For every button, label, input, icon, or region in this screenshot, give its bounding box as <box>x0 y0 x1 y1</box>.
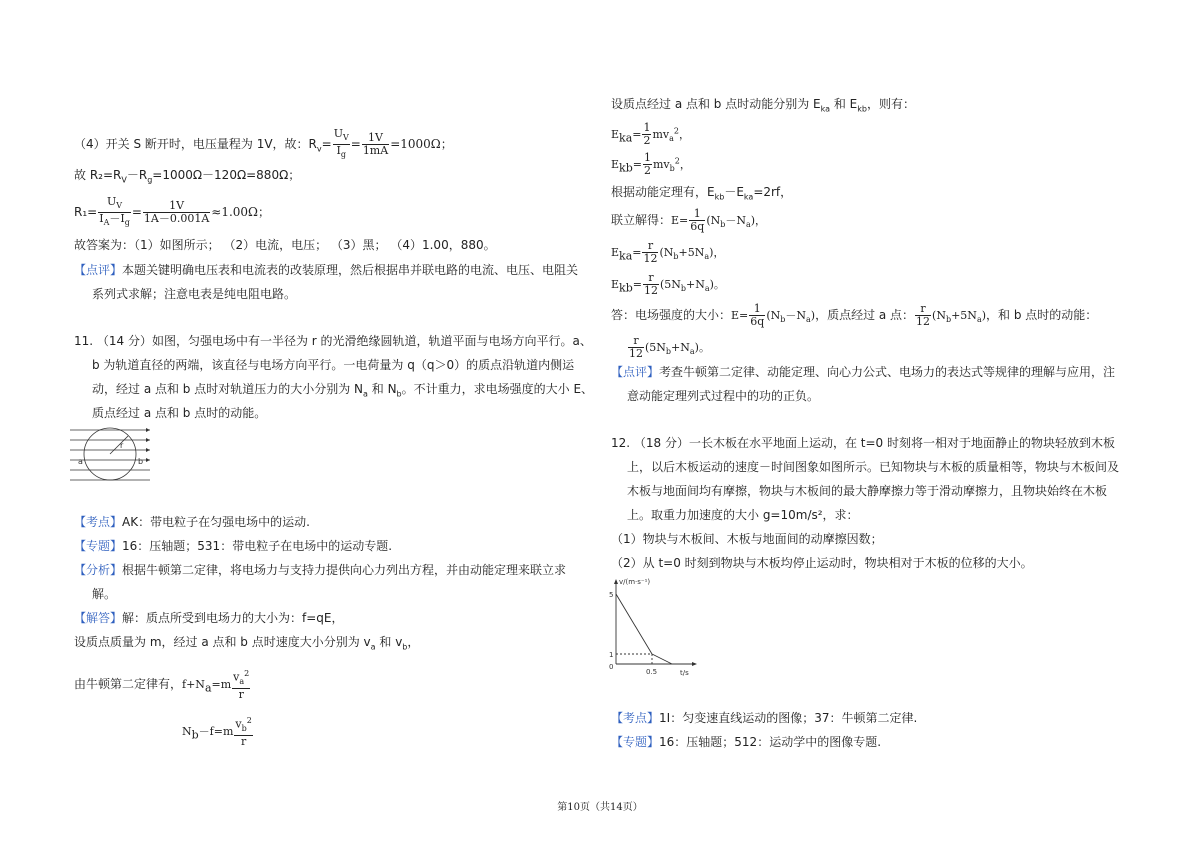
line-r06: $E_{ka}=$ $\frac{r}{12}$ $(N_b+5N_a)$， <box>611 239 725 265</box>
page-footer: 第10页（共14页） <box>557 802 643 813</box>
line-l07: 11. （14 分）如图，匀强电场中有一半径为 r 的光滑绝缘圆轨道，轨道平面与电场方向平行。a、 <box>74 334 592 348</box>
line-l01: （4）开关 S 断开时，电压量程为 1V，故：$R_v=$ $\frac{U_V}{I_g}$ = $\frac{1V}{1mA}$ =1000Ω； <box>74 127 453 160</box>
line-r01: 设质点经过 a 点和 b 点时动能分别为 $E_{ka}$ 和 $E_{kb}$，则有： <box>611 97 915 114</box>
line-r04: 根据动能定理有，$E_{kb}-E_{ka}=2rf$， <box>611 185 793 202</box>
svg-text:a: a <box>78 457 83 466</box>
line-l13: 【分析】根据牛顿第二定律，将电场力与支持力提供向心力列出方程，并由动能定理来联立求 <box>74 563 567 577</box>
line-r15: 上。取重力加速度的大小 g=10m/s²，求： <box>627 508 859 522</box>
line-l14: 解。 <box>92 587 117 601</box>
line-l08: b 为轨道直径的两端，该直径与电场方向平行。一电荷量为 q（q＞0）的质点沿轨道内侧运 <box>92 358 575 372</box>
line-r18: 【考点】1I：匀变速直线运动的图像；37：牛顿第二定律. <box>611 711 918 725</box>
line-r10: 【点评】考查牛顿第二定律、动能定理、向心力公式、电场力的表达式等规律的理解与应用，注 <box>611 365 1116 379</box>
line-l16: 设质点质量为 m，经过 a 点和 b 点时速度大小分别为 $v_a$ 和 $v_b$， <box>74 635 420 652</box>
graph-y1: 1 <box>609 651 614 659</box>
graph-ylabel: v/(m·s⁻¹) <box>619 578 651 586</box>
line-r09: $\frac{r}{12}$ $(5N_b+N_a)$。 <box>629 334 710 360</box>
field-circle-figure <box>70 424 154 488</box>
line-r19: 【专题】16：压轴题；512：运动学中的图像专题. <box>611 735 882 749</box>
line-r05: 联立解得：E= $\frac{1}{6q}$ $(N_b-N_a)$， <box>611 207 767 233</box>
graph-xlabel: t/s <box>680 669 689 677</box>
line-r16: （1）物块与木板间、木板与地面间的动摩擦因数； <box>611 532 883 546</box>
line-l18: $N_b-f=m$ $\frac{v_b^2}{r}$ <box>182 716 252 748</box>
line-r02: $E_{ka}=$ $\frac{1}{2}$ $mv_a^2$， <box>611 121 691 147</box>
line-r13: 上，以后木板运动的速度－时间图象如图所示。已知物块与木板的质量相等，物块与木板间及 <box>627 460 1120 474</box>
line-r11: 意动能定理列式过程中的功的正负。 <box>627 389 820 403</box>
line-l02: 故 $R_2=R_V-R_g=1000\Omega-120\Omega=880\Omega$； <box>74 168 301 185</box>
line-l17: 由牛顿第二定律有，$f+N_a=m$ $\frac{v_a^2}{r}$ <box>74 669 250 701</box>
line-l06: 系列式求解；注意电表是纯电阻电路。 <box>92 287 297 301</box>
graph-x05: 0.5 <box>646 668 658 676</box>
graph-origin: 0 <box>609 663 614 671</box>
line-l09: 动，经过 a 点和 b 点时对轨道压力的大小分别为 $N_a$ 和 $N_b$。不计重力，求电场强度的大小 E、 <box>92 382 594 399</box>
svg-text:r: r <box>120 441 124 450</box>
graph-y5: 5 <box>609 591 614 599</box>
line-r17: （2）从 t=0 时刻到物块与木板均停止运动时，物块相对于木板的位移的大小。 <box>611 556 1033 570</box>
line-l12: 【专题】16：压轴题；531：带电粒子在电场中的运动专题. <box>74 539 393 553</box>
line-l04: 故答案为：（1）如图所示； （2）电流，电压； （3）黑； （4）1.00，880。 <box>74 238 496 252</box>
line-r08: 答：电场强度的大小：E= $\frac{1}{6q}$ $(N_b-N_a)$，质点经过 a 点： $\frac{r}{12}$ $(N_b+5N_a)$，和 b 点时的动能： <box>611 302 1098 328</box>
line-r07: $E_{kb}=$ $\frac{r}{12}$ $(5N_b+N_a)$。 <box>611 271 725 297</box>
velocity-time-graph <box>604 576 700 680</box>
line-l03: R₁= $\frac{U_V}{I_A-I_g}$ = $\frac{1V}{1A-0.001A}$ ≈1.00Ω； <box>74 195 271 228</box>
line-l11: 【考点】AK：带电粒子在匀强电场中的运动. <box>74 515 310 529</box>
svg-text:b: b <box>138 457 144 466</box>
line-r14: 木板与地面间均有摩擦，物块与木板间的最大静摩擦力等于滑动摩擦力，且物块始终在木板 <box>627 484 1108 498</box>
line-l15: 【解答】解：质点所受到电场力的大小为：f=qE， <box>74 611 344 625</box>
line-l10: 质点经过 a 点和 b 点时的动能。 <box>92 406 267 420</box>
line-r12: 12. （18 分）一长木板在水平地面上运动，在 t=0 时刻将一相对于地面静止的物块轻放到木板 <box>611 436 1116 450</box>
line-l05: 【点评】本题关键明确电压表和电流表的改装原理，然后根据串并联电路的电流、电压、电阻关 <box>74 263 579 277</box>
line-r03: $E_{kb}=$ $\frac{1}{2}$ $mv_b^2$， <box>611 151 691 177</box>
